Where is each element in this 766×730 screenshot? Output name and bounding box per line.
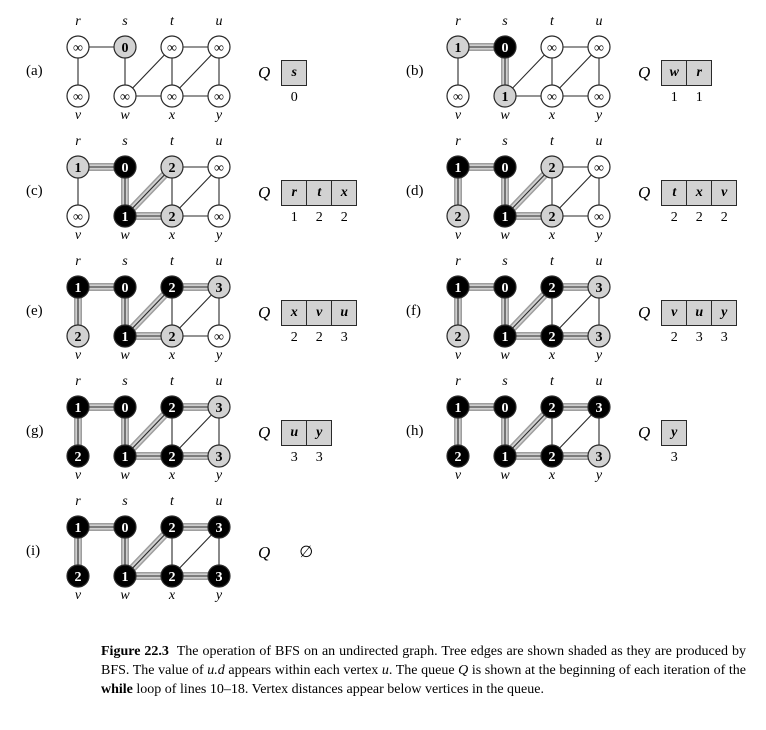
vertex-distance-y: ∞ xyxy=(594,210,604,225)
queue-box-t: t xyxy=(306,180,332,206)
graph-i xyxy=(54,488,244,602)
graph-d xyxy=(434,128,624,242)
vertex-label-y: y xyxy=(595,228,603,242)
queue-distance-s: 0 xyxy=(290,90,298,105)
vertex-distance-v: 2 xyxy=(454,210,462,225)
vertex-label-x: x xyxy=(548,228,556,242)
queue-cell-t xyxy=(661,180,687,226)
vertex-label-w: w xyxy=(500,468,510,482)
graph-a xyxy=(54,8,244,122)
vertex-distance-t: 2 xyxy=(548,401,556,416)
queue-distance-u: 3 xyxy=(290,450,298,465)
vertex-label-r: r xyxy=(75,374,81,389)
queue-distance-u: 3 xyxy=(340,330,348,345)
queue-symbol: Q xyxy=(638,63,651,82)
queue-cell-y xyxy=(661,420,687,466)
queue-cell-s xyxy=(281,60,307,106)
vertex-label-v: v xyxy=(74,108,82,122)
vertex-label-x: x xyxy=(168,108,176,122)
queue-symbol: Q xyxy=(258,543,271,562)
subfigure-label-b: (b) xyxy=(406,63,424,79)
queue-distance-t: 2 xyxy=(670,210,678,225)
subfigure-label-g: (g) xyxy=(26,423,44,439)
vertex-label-u: u xyxy=(595,254,603,269)
queue-cell-w xyxy=(661,60,687,106)
vertex-distance-r: 1 xyxy=(74,161,82,176)
queue-cells xyxy=(281,420,332,466)
subfigure-label-c: (c) xyxy=(26,183,43,199)
vertex-distance-r: 1 xyxy=(454,281,462,296)
vertex-label-w: w xyxy=(120,468,130,482)
vertex-label-r: r xyxy=(75,14,81,29)
queue-cell-r xyxy=(281,180,307,226)
vertex-label-u: u xyxy=(595,374,603,389)
vertex-distance-x: 2 xyxy=(548,210,556,225)
queue-cell-u xyxy=(331,300,357,346)
vertex-distance-w: 1 xyxy=(501,90,509,105)
subfigure-label-h: (h) xyxy=(406,423,424,439)
subfigure-label-d: (d) xyxy=(406,183,424,199)
vertex-distance-u: 3 xyxy=(595,401,603,416)
vertex-label-v: v xyxy=(454,348,462,362)
vertex-distance-r: 1 xyxy=(74,281,82,296)
subfigure-label-a: (a) xyxy=(26,63,43,79)
queue-cells xyxy=(661,420,687,466)
vertex-distance-u: 3 xyxy=(215,281,223,296)
vertex-distance-w: ∞ xyxy=(120,90,130,105)
caption-bold-text: Figure 22.3 xyxy=(101,644,169,659)
vertex-label-t: t xyxy=(550,254,554,269)
queue-cell-x xyxy=(281,300,307,346)
vertex-label-v: v xyxy=(74,348,82,362)
vertex-distance-t: 2 xyxy=(168,161,176,176)
subfigure-label-f: (f) xyxy=(406,303,421,319)
vertex-distance-w: 1 xyxy=(501,450,509,465)
caption-text: . The queue xyxy=(388,663,459,678)
queue-box-u: u xyxy=(686,300,712,326)
vertex-label-s: s xyxy=(122,254,128,269)
vertex-distance-t: ∞ xyxy=(167,41,177,56)
vertex-distance-u: ∞ xyxy=(214,41,224,56)
subfigure-c xyxy=(20,128,380,246)
queue-symbol: Q xyxy=(638,303,651,322)
vertex-distance-y: 3 xyxy=(595,330,603,345)
vertex-label-t: t xyxy=(170,494,174,509)
vertex-distance-s: 0 xyxy=(501,161,509,176)
vertex-distance-v: 2 xyxy=(454,330,462,345)
queue-cell-v xyxy=(661,300,687,346)
vertex-label-w: w xyxy=(120,588,130,602)
queue-a xyxy=(258,60,307,106)
vertex-distance-x: 2 xyxy=(548,330,556,345)
subfigure-e xyxy=(20,248,380,366)
queue-cells xyxy=(281,60,307,106)
vertex-distance-y: ∞ xyxy=(214,90,224,105)
vertex-label-t: t xyxy=(550,134,554,149)
queue-box-u: u xyxy=(281,420,307,446)
vertex-label-v: v xyxy=(74,588,82,602)
vertex-label-x: x xyxy=(168,588,176,602)
vertex-distance-y: 3 xyxy=(215,570,223,585)
queue-box-y: y xyxy=(661,420,687,446)
queue-box-w: w xyxy=(661,60,687,86)
queue-d xyxy=(638,180,737,226)
vertex-distance-v: ∞ xyxy=(453,90,463,105)
vertex-label-v: v xyxy=(74,468,82,482)
vertex-distance-t: ∞ xyxy=(547,41,557,56)
subfigure-a xyxy=(20,8,380,126)
vertex-label-y: y xyxy=(595,468,603,482)
vertex-label-t: t xyxy=(170,14,174,29)
vertex-label-x: x xyxy=(168,468,176,482)
vertex-distance-u: 3 xyxy=(595,281,603,296)
subfigure-g xyxy=(20,368,380,486)
queue-box-v: v xyxy=(661,300,687,326)
vertex-label-x: x xyxy=(548,348,556,362)
graph-b xyxy=(434,8,624,122)
subfigure-d xyxy=(400,128,760,246)
vertex-label-w: w xyxy=(500,108,510,122)
vertex-label-x: x xyxy=(168,228,176,242)
queue-g xyxy=(258,420,332,466)
queue-symbol: Q xyxy=(638,183,651,202)
vertex-distance-s: 0 xyxy=(121,161,129,176)
empty-queue-symbol: ∅ xyxy=(299,544,314,561)
vertex-distance-u: ∞ xyxy=(214,161,224,176)
vertex-label-u: u xyxy=(215,134,223,149)
vertex-label-r: r xyxy=(75,134,81,149)
vertex-distance-x: 2 xyxy=(168,210,176,225)
vertex-distance-w: 1 xyxy=(121,570,129,585)
queue-cells xyxy=(661,300,737,346)
queue-box-r: r xyxy=(281,180,307,206)
vertex-distance-t: 2 xyxy=(168,281,176,296)
queue-box-y: y xyxy=(306,420,332,446)
vertex-distance-y: 3 xyxy=(595,450,603,465)
queue-distance-x: 2 xyxy=(340,210,348,225)
vertex-distance-y: ∞ xyxy=(214,330,224,345)
vertex-label-s: s xyxy=(502,14,508,29)
vertex-distance-w: 1 xyxy=(121,450,129,465)
vertex-label-y: y xyxy=(215,348,223,362)
vertex-distance-r: ∞ xyxy=(73,41,83,56)
subfigure-label-i: (i) xyxy=(26,543,41,559)
vertex-distance-u: ∞ xyxy=(594,161,604,176)
queue-symbol: Q xyxy=(258,63,271,82)
queue-symbol: Q xyxy=(638,423,651,442)
queue-cell-v xyxy=(306,300,332,346)
vertex-label-y: y xyxy=(215,108,223,122)
vertex-distance-t: 2 xyxy=(168,401,176,416)
vertex-distance-u: 3 xyxy=(215,401,223,416)
queue-f xyxy=(638,300,737,346)
vertex-distance-r: 1 xyxy=(74,521,82,536)
queue-i xyxy=(258,540,313,566)
vertex-distance-x: ∞ xyxy=(167,90,177,105)
vertex-label-s: s xyxy=(122,14,128,29)
vertex-label-u: u xyxy=(215,374,223,389)
vertex-distance-u: ∞ xyxy=(594,41,604,56)
queue-distance-v: 2 xyxy=(670,330,678,345)
subfigure-h xyxy=(400,368,760,486)
queue-cell-x xyxy=(686,180,712,226)
queue-box-r: r xyxy=(686,60,712,86)
vertex-label-s: s xyxy=(122,134,128,149)
vertex-distance-w: 1 xyxy=(501,210,509,225)
queue-box-y: y xyxy=(711,300,737,326)
vertex-distance-s: 0 xyxy=(501,281,509,296)
vertex-distance-s: 0 xyxy=(501,41,509,56)
vertex-label-y: y xyxy=(215,468,223,482)
vertex-distance-w: 1 xyxy=(501,330,509,345)
queue-distance-r: 1 xyxy=(695,90,703,105)
queue-box-v: v xyxy=(711,180,737,206)
queue-cells xyxy=(661,60,712,106)
queue-distance-u: 3 xyxy=(695,330,703,345)
queue-h xyxy=(638,420,687,466)
queue-distance-t: 2 xyxy=(315,210,323,225)
graph-c xyxy=(54,128,244,242)
queue-cell-v xyxy=(711,180,737,226)
graph-h xyxy=(434,368,624,482)
vertex-distance-r: 1 xyxy=(454,401,462,416)
queue-cell-u xyxy=(686,300,712,346)
vertex-distance-t: 2 xyxy=(168,521,176,536)
queue-symbol: Q xyxy=(258,303,271,322)
vertex-label-t: t xyxy=(170,374,174,389)
vertex-label-w: w xyxy=(500,348,510,362)
queue-cell-y xyxy=(306,420,332,466)
vertex-label-s: s xyxy=(502,134,508,149)
queue-cell-r xyxy=(686,60,712,106)
queue-box-x: x xyxy=(686,180,712,206)
vertex-label-u: u xyxy=(595,14,603,29)
queue-box-v: v xyxy=(306,300,332,326)
vertex-label-w: w xyxy=(120,108,130,122)
vertex-distance-t: 2 xyxy=(548,161,556,176)
queue-box-u: u xyxy=(331,300,357,326)
vertex-distance-t: 2 xyxy=(548,281,556,296)
vertex-label-t: t xyxy=(170,254,174,269)
caption-text: The operation of BFS on an undirected graph. Tree edges are shown shaded as they are produced by BFS. The value of xyxy=(101,644,746,678)
queue-box-s: s xyxy=(281,60,307,86)
caption-italic-text: u.d xyxy=(207,663,225,678)
vertex-label-u: u xyxy=(215,254,223,269)
queue-cells xyxy=(661,180,737,226)
vertex-label-s: s xyxy=(502,374,508,389)
vertex-label-u: u xyxy=(215,494,223,509)
graph-e xyxy=(54,248,244,362)
caption-italic-text: u xyxy=(381,663,389,678)
vertex-label-s: s xyxy=(122,374,128,389)
vertex-distance-v: ∞ xyxy=(73,210,83,225)
vertex-distance-x: 2 xyxy=(548,450,556,465)
subfigure-f xyxy=(400,248,760,366)
vertex-distance-s: 0 xyxy=(501,401,509,416)
queue-b xyxy=(638,60,712,106)
queue-distance-y: 3 xyxy=(315,450,323,465)
vertex-distance-r: 1 xyxy=(454,161,462,176)
vertex-distance-s: 0 xyxy=(121,41,129,56)
vertex-label-t: t xyxy=(170,134,174,149)
queue-cells xyxy=(281,180,357,226)
vertex-distance-x: 2 xyxy=(168,450,176,465)
vertex-distance-v: 2 xyxy=(74,450,82,465)
vertex-label-r: r xyxy=(75,254,81,269)
vertex-label-w: w xyxy=(120,228,130,242)
vertex-label-r: r xyxy=(455,14,461,29)
vertex-label-x: x xyxy=(168,348,176,362)
vertex-distance-y: 3 xyxy=(215,450,223,465)
vertex-label-s: s xyxy=(122,494,128,509)
vertex-label-v: v xyxy=(74,228,82,242)
vertex-label-x: x xyxy=(548,108,556,122)
caption-bold-text: while xyxy=(101,682,133,697)
vertex-label-r: r xyxy=(75,494,81,509)
vertex-distance-x: 2 xyxy=(168,570,176,585)
vertex-distance-w: 1 xyxy=(121,210,129,225)
caption-text: appears within each vertex xyxy=(224,663,382,678)
vertex-label-r: r xyxy=(455,134,461,149)
queue-cell-t xyxy=(306,180,332,226)
vertex-label-r: r xyxy=(455,374,461,389)
vertex-distance-v: 2 xyxy=(74,570,82,585)
queue-cells xyxy=(281,300,357,346)
queue-cell-u xyxy=(281,420,307,466)
vertex-distance-x: ∞ xyxy=(547,90,557,105)
vertex-label-x: x xyxy=(548,468,556,482)
caption-text: is shown at the beginning of each iteration of the xyxy=(468,663,746,678)
queue-distance-y: 3 xyxy=(720,330,728,345)
vertex-label-s: s xyxy=(502,254,508,269)
vertex-distance-s: 0 xyxy=(121,521,129,536)
vertex-label-v: v xyxy=(454,108,462,122)
queue-box-x: x xyxy=(331,180,357,206)
queue-box-t: t xyxy=(661,180,687,206)
queue-c xyxy=(258,180,357,226)
queue-cell-y xyxy=(711,300,737,346)
queue-distance-w: 1 xyxy=(670,90,678,105)
vertex-distance-x: 2 xyxy=(168,330,176,345)
queue-distance-v: 2 xyxy=(315,330,323,345)
caption-italic-text: Q xyxy=(458,663,469,678)
caption-text: loop of lines 10–18. Vertex distances appear below vertices in the queue. xyxy=(132,682,544,697)
queue-box-x: x xyxy=(281,300,307,326)
vertex-label-v: v xyxy=(454,468,462,482)
queue-cell-x xyxy=(331,180,357,226)
graph-f xyxy=(434,248,624,362)
vertex-distance-s: 0 xyxy=(121,281,129,296)
vertex-label-y: y xyxy=(595,108,603,122)
vertex-distance-y: ∞ xyxy=(214,210,224,225)
vertex-label-t: t xyxy=(550,374,554,389)
graph-g xyxy=(54,368,244,482)
queue-symbol: Q xyxy=(258,423,271,442)
vertex-label-u: u xyxy=(215,14,223,29)
vertex-distance-u: 3 xyxy=(215,521,223,536)
vertex-label-y: y xyxy=(215,228,223,242)
vertex-distance-r: 1 xyxy=(454,41,462,56)
vertex-distance-v: 2 xyxy=(454,450,462,465)
subfigure-b xyxy=(400,8,760,126)
vertex-distance-v: 2 xyxy=(74,330,82,345)
vertex-label-v: v xyxy=(454,228,462,242)
subfigure-label-e: (e) xyxy=(26,303,43,319)
vertex-label-w: w xyxy=(500,228,510,242)
queue-e xyxy=(258,300,357,346)
vertex-distance-v: ∞ xyxy=(73,90,83,105)
subfigure-i xyxy=(20,488,380,606)
vertex-label-t: t xyxy=(550,14,554,29)
vertex-label-r: r xyxy=(455,254,461,269)
queue-distance-x: 2 xyxy=(695,210,703,225)
vertex-label-y: y xyxy=(595,348,603,362)
queue-distance-y: 3 xyxy=(670,450,678,465)
vertex-distance-s: 0 xyxy=(121,401,129,416)
figure-caption xyxy=(101,642,746,699)
vertex-label-y: y xyxy=(215,588,223,602)
vertex-distance-r: 1 xyxy=(74,401,82,416)
queue-distance-r: 1 xyxy=(290,210,298,225)
vertex-label-w: w xyxy=(120,348,130,362)
queue-distance-x: 2 xyxy=(290,330,298,345)
vertex-distance-y: ∞ xyxy=(594,90,604,105)
vertex-distance-w: 1 xyxy=(121,330,129,345)
vertex-label-u: u xyxy=(595,134,603,149)
queue-distance-v: 2 xyxy=(720,210,728,225)
queue-symbol: Q xyxy=(258,183,271,202)
